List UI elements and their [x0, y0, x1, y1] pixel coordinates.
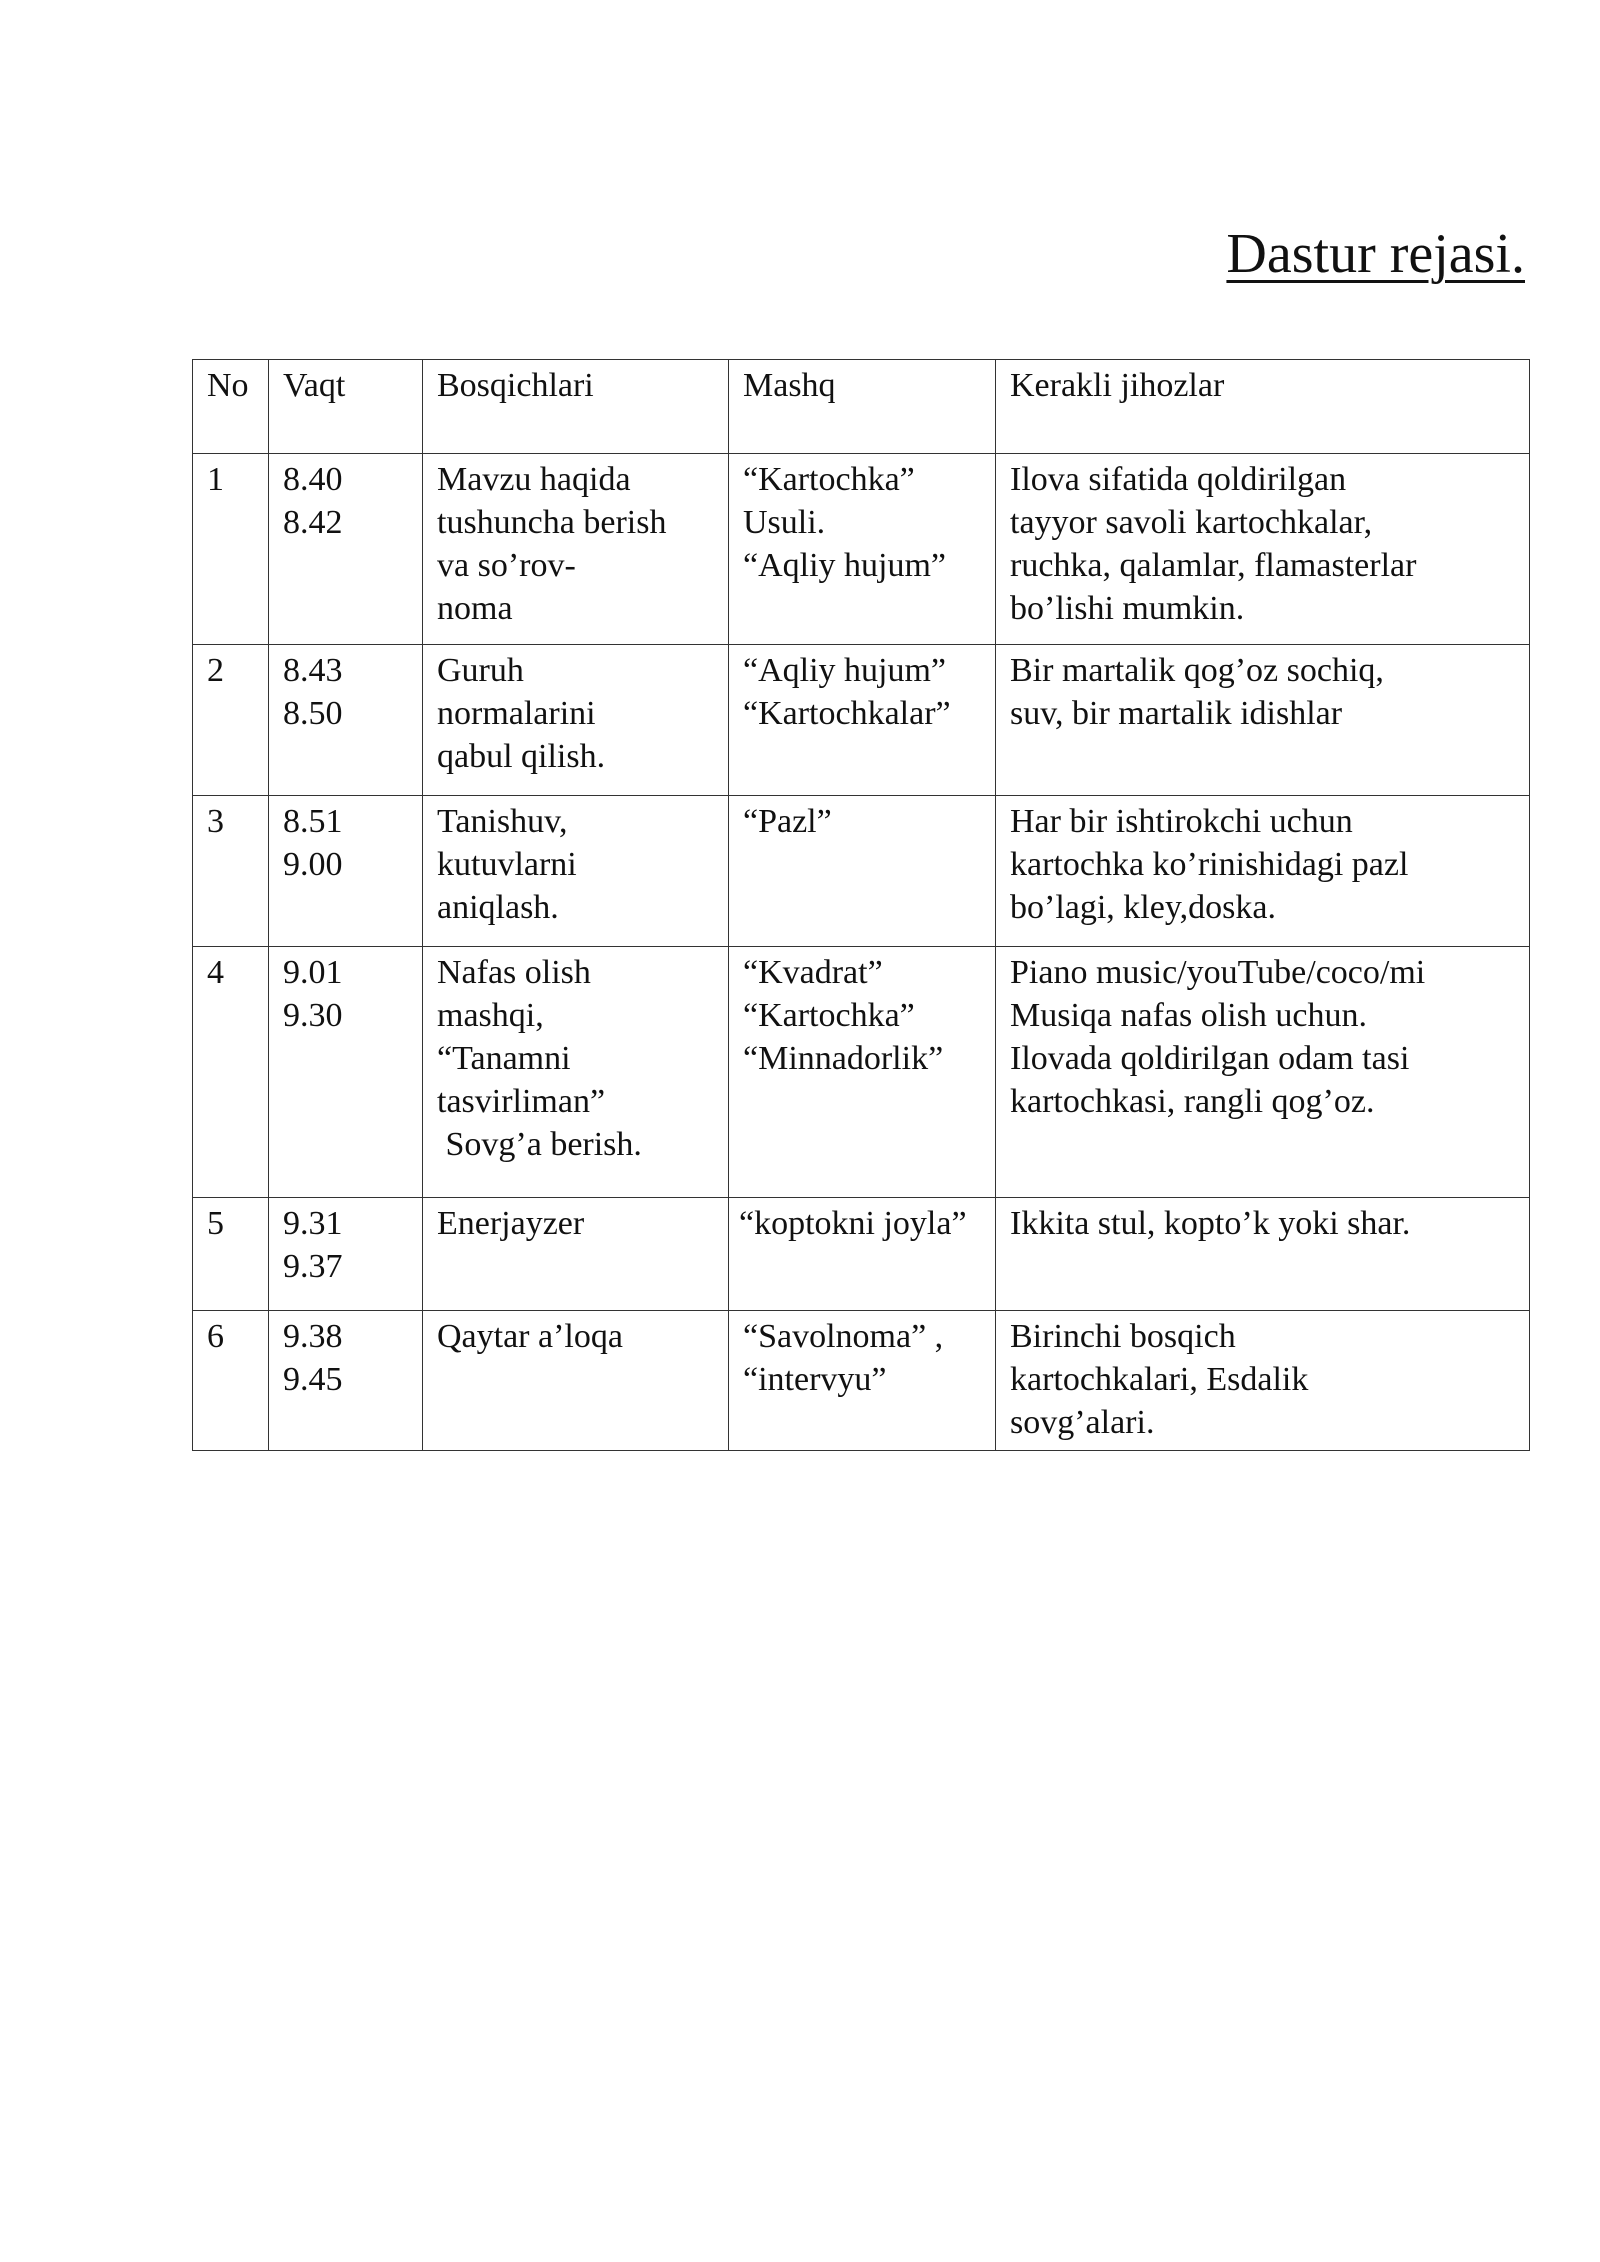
header-time: Vaqt: [269, 360, 423, 454]
cell-time: 9.31 9.37: [269, 1198, 423, 1311]
page-title: Dastur rejasi.: [1226, 223, 1525, 285]
cell-stage: Qaytar a’loqa: [423, 1311, 729, 1451]
cell-equipment: Piano music/youTube/coco/mi Musiqa nafas olish uchun. Ilovada qoldirilgan odam tasi kartochkasi, rangli qog’oz.: [996, 947, 1530, 1198]
cell-time: 8.43 8.50: [269, 645, 423, 796]
table-row: [193, 1311, 1530, 1451]
cell-stage: Tanishuv, kutuvlarni aniqlash.: [423, 796, 729, 947]
cell-stage: Nafas olish mashqi, “Tanamni tasvirliman” Sovg’a berish.: [423, 947, 729, 1198]
cell-equipment: Birinchi bosqich kartochkalari, Esdalik sovg’alari.: [996, 1311, 1530, 1451]
header-stage: Bosqichlari: [423, 360, 729, 454]
cell-exercise: “Kvadrat” “Kartochka” “Minnadorlik”: [729, 947, 996, 1198]
table-row: [193, 1198, 1530, 1311]
cell-stage: Mavzu haqida tushuncha berish va so’rov- noma: [423, 454, 729, 645]
table-row: [193, 454, 1530, 645]
table-row: [193, 947, 1530, 1198]
table-row: [193, 796, 1530, 947]
cell-time: 8.51 9.00: [269, 796, 423, 947]
cell-exercise: “Aqliy hujum” “Kartochkalar”: [729, 645, 996, 796]
cell-time: 9.01 9.30: [269, 947, 423, 1198]
table-header-row: [193, 360, 1530, 454]
cell-no: 5: [193, 1198, 269, 1311]
header-exercise: Mashq: [729, 360, 996, 454]
table-row: [193, 645, 1530, 796]
header-no: No: [193, 360, 269, 454]
cell-exercise: “koptokni joyla”: [729, 1198, 996, 1311]
table-body: [193, 454, 1530, 1451]
cell-no: 2: [193, 645, 269, 796]
cell-time: 8.40 8.42: [269, 454, 423, 645]
cell-no: 3: [193, 796, 269, 947]
cell-equipment: Ikkita stul, kopto’k yoki shar.: [996, 1198, 1530, 1311]
cell-equipment: Bir martalik qog’oz sochiq, suv, bir martalik idishlar: [996, 645, 1530, 796]
cell-exercise: “Pazl”: [729, 796, 996, 947]
cell-equipment: Har bir ishtirokchi uchun kartochka ko’rinishidagi pazl bo’lagi, kley,doska.: [996, 796, 1530, 947]
cell-no: 6: [193, 1311, 269, 1451]
header-equipment: Kerakli jihozlar: [996, 360, 1530, 454]
cell-stage: Enerjayzer: [423, 1198, 729, 1311]
cell-stage: Guruh normalarini qabul qilish.: [423, 645, 729, 796]
program-plan-table: [192, 359, 1530, 1451]
cell-exercise: “Savolnoma” , “intervyu”: [729, 1311, 996, 1451]
cell-equipment: Ilova sifatida qoldirilgan tayyor savoli kartochkalar, ruchka, qalamlar, flamasterlar bo’lishi mumkin.: [996, 454, 1530, 645]
cell-no: 1: [193, 454, 269, 645]
cell-exercise: “Kartochka” Usuli. “Aqliy hujum”: [729, 454, 996, 645]
cell-time: 9.38 9.45: [269, 1311, 423, 1451]
cell-no: 4: [193, 947, 269, 1198]
